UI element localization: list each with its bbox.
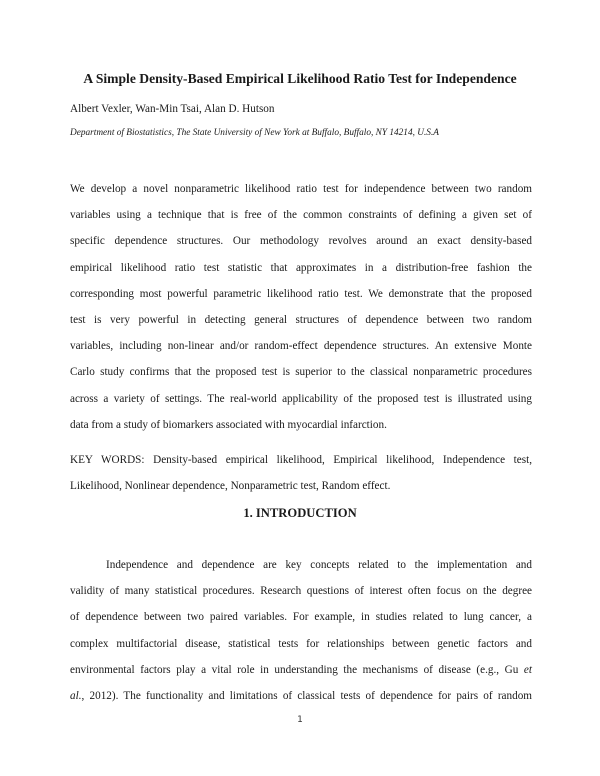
abstract-line: specific dependence structures. Our methodology revolves around an exact density-based: [70, 235, 532, 248]
citation-et: et: [523, 663, 532, 676]
introduction-line: complex multifactorial disease, statistical tests for relationships between genetic factors and: [70, 637, 532, 650]
introduction-line: Independence and dependence are key concepts related to the implementation and: [106, 559, 532, 571]
abstract-line: We develop a novel nonparametric likelihood ratio test for independence between two random: [70, 183, 532, 195]
paper-title: A Simple Density-Based Empirical Likelihood Ratio Test for Independence: [83, 71, 517, 86]
keywords: [70, 447, 532, 499]
introduction-line-text: environmental factors play a vital role in understanding the mechanisms of disease (e.g., Gu: [70, 663, 524, 676]
abstract-line: variables using a technique that is free of the common constraints of defining a given set of: [70, 209, 532, 222]
author-list: Albert Vexler, Wan-Min Tsai, Alan D. Hutson: [70, 103, 275, 115]
author-affiliation: Department of Biostatistics, The State University of New York at Buffalo, Buffalo, NY 14214, U.S.A: [70, 128, 439, 138]
abstract-line: variables, including non-linear and/or random-effect dependence structures. An extensive Monte: [70, 340, 532, 353]
introduction-line: [70, 683, 532, 709]
abstract-line: Carlo study confirms that the proposed test is superior to the classical nonparametric procedures: [70, 366, 532, 379]
citation-al: al.: [70, 689, 82, 702]
abstract-line: empirical likelihood ratio test statistic that approximates in a distribution-free fashion the: [70, 261, 532, 274]
abstract-line: across a variety of settings. The real-world applicability of the proposed test is illustrated using: [70, 392, 532, 405]
section-heading-introduction: 1. INTRODUCTION: [243, 506, 357, 520]
keywords-line: Likelihood, Nonlinear dependence, Nonparametric test, Random effect.: [70, 480, 391, 493]
abstract-line: test is very powerful in detecting general structures of dependence between two random: [70, 313, 532, 326]
abstract-line: corresponding most powerful parametric likelihood ratio test. We demonstrate that the proposed: [70, 287, 532, 300]
introduction-line-text: , 2012). The functionality and limitations of classical tests of dependence for pairs of random: [81, 689, 532, 702]
introduction-line: of dependence between two paired variables. For example, in studies related to lung cancer, a: [70, 611, 532, 624]
abstract: [70, 176, 532, 438]
introduction-line: [70, 657, 532, 683]
keywords-line: KEY WORDS: Density-based empirical likelihood, Empirical likelihood, Independence test,: [70, 454, 532, 466]
introduction-line: validity of many statistical procedures. Research questions of interest often focus on the degree: [70, 585, 532, 598]
introduction-paragraph: [70, 552, 532, 709]
abstract-line: data from a study of biomarkers associated with myocardial infarction.: [70, 418, 387, 431]
page-number: 1: [297, 715, 303, 725]
